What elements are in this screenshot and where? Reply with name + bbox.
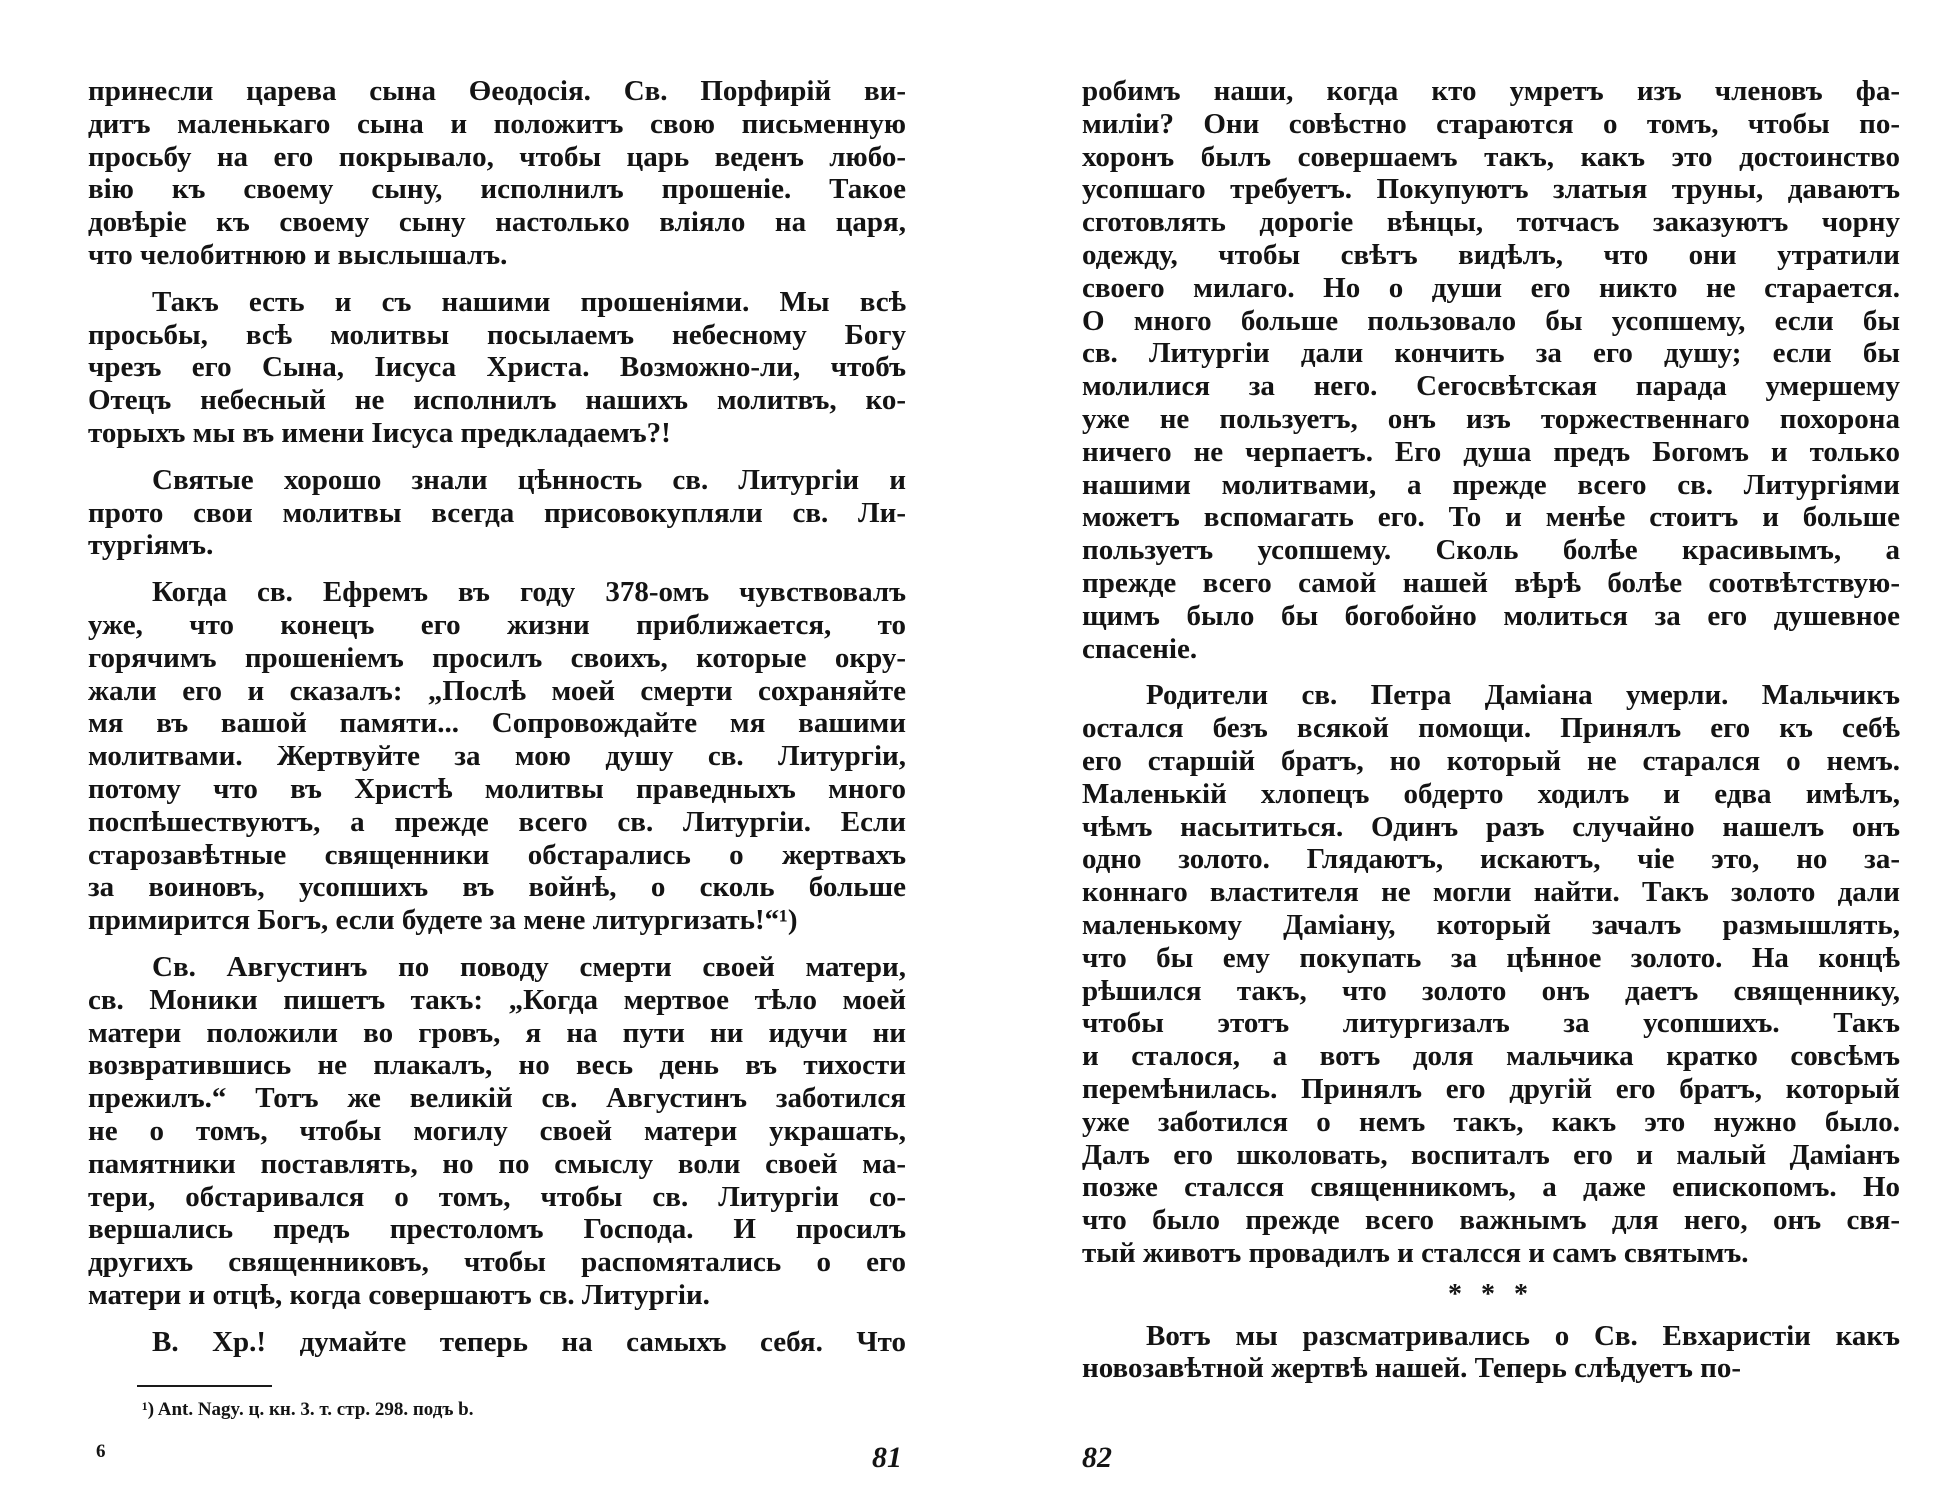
text-line: Такъ есть и съ нашими прошеніями. Мы всѣ [152, 285, 906, 318]
text-line: торыхъ мы въ имени Іисуса предкладаемъ?! [88, 416, 671, 449]
paragraph-gap [88, 272, 906, 286]
text-line: нашими молитвами, а прежде всего св. Литургіями [1082, 468, 1900, 501]
text-line: одно золото. Глядаютъ, искаютъ, чіе это, но за- [1082, 843, 1900, 876]
text-line: Святые хорошо знали цѣнность св. Литургіи и [152, 463, 906, 496]
text-line: уже, что конецъ его жизни приближается, то [88, 608, 906, 641]
left-page-text [88, 75, 906, 1358]
page-number-right: 82 [1082, 1441, 1112, 1474]
text-line: маленькому Даміану, который зачалъ размышлять, [1082, 908, 1900, 941]
text-line: старозавѣтные священники обстарались о жертвахъ [88, 838, 906, 871]
text-line: потому что въ Христѣ молитвы праведныхъ много [88, 772, 906, 805]
text-line: просьбу на его покрывало, чтобы царь веденъ любо- [88, 140, 906, 173]
text-line: усопшаго требуетъ. Покупуютъ златыя труны, даваютъ [1082, 173, 1900, 206]
text-line: что было прежде всего важнымъ для него, онъ свя- [1082, 1204, 1900, 1237]
text-line: новозавѣтной жертвѣ нашей. Теперь слѣдуетъ по- [1082, 1352, 1742, 1385]
text-line: матери положили во гровъ, я на пути ни идучи ни [88, 1016, 906, 1049]
footnote: ¹) Ant. Nagy. ц. кн. 3. т. стр. 298. подъ b. [142, 1399, 474, 1420]
text-line: хоронъ былъ совершаемъ такъ, какъ это достоинство [1082, 140, 1900, 173]
text-line: рѣшился такъ, что золото онъ даетъ священнику, [1082, 974, 1900, 1007]
text-line: О много больше пользовало бы усопшему, если бы [1082, 304, 1900, 337]
footnote-rule [137, 1385, 272, 1387]
text-line: что бы ему покупать за цѣнное золото. На концѣ [1082, 941, 1900, 974]
paragraph-gap [1082, 665, 1900, 679]
text-line: чтобы этотъ литургизалъ за усопшихъ. Такъ [1082, 1007, 1900, 1040]
text-line: своего милаго. Но о души его никто не старается. [1082, 271, 1900, 304]
text-line: Родители св. Петра Даміана умерли. Мальчикъ [1146, 679, 1900, 712]
text-line: чѣмъ насытиться. Одинъ разъ случайно нашелъ онъ [1082, 810, 1900, 843]
text-line: вію къ своему сыну, исполнилъ прошеніе. Такое [88, 173, 906, 206]
text-line: можетъ вспомагать его. То и менѣе стоитъ и больше [1082, 501, 1900, 534]
text-line: робимъ наши, когда кто умретъ изъ членовъ фа- [1082, 75, 1900, 107]
text-line: возвратившись не плакалъ, но весь день въ тихости [88, 1049, 906, 1082]
left-page [88, 75, 906, 1475]
text-line: св. Литургіи дали кончить за его душу; если бы [1082, 337, 1900, 370]
text-line: позже сталсся священникомъ, а даже епископомъ. Но [1082, 1171, 1900, 1204]
paragraph-gap [88, 562, 906, 576]
text-line: памятники поставлять, но по смыслу воли своей ма- [88, 1147, 906, 1180]
text-line: другихъ священниковъ, чтобы распомятались о его [88, 1246, 906, 1279]
text-line: спасеніе. [1082, 632, 1198, 665]
text-line: коннаго властителя не могли найти. Такъ золото дали [1082, 876, 1900, 909]
paragraph-gap [88, 937, 906, 951]
text-line: молитвами. Жертвуйте за мою душу св. Литургіи, [88, 740, 906, 773]
text-line: Маленькій хлопецъ обдерто ходилъ и едва имѣлъ, [1082, 777, 1900, 810]
text-line: прежилъ.“ Тотъ же великій св. Августинъ заботился [88, 1082, 906, 1115]
text-line: перемѣнилась. Принялъ его другій его братъ, который [1082, 1072, 1900, 1105]
text-line: остался безъ всякой помощи. Принялъ его къ себѣ [1082, 712, 1900, 745]
text-line: Отецъ небесный не исполнилъ нашихъ молитвъ, ко- [88, 384, 906, 417]
text-line: сготовлять дорогіе вѣнцы, тотчасъ заказуютъ чорну [1082, 206, 1900, 239]
text-line: мя въ вашой памяти... Сопровождайте мя вашими [88, 707, 906, 740]
text-line: В. Хр.! думайте теперь на самыхъ себя. Что [152, 1325, 906, 1358]
text-line: Св. Августинъ по поводу смерти своей матери, [152, 950, 906, 983]
page-number-left: 81 [872, 1441, 902, 1474]
text-line: св. Моники пишетъ такъ: „Когда мертвое тѣло моей [88, 983, 906, 1016]
paragraph-gap [88, 450, 906, 464]
text-line: жали его и сказалъ: „Послѣ моей смерти сохраняйте [88, 674, 906, 707]
text-line: за воиновъ, усопшихъ въ войнѣ, о сколь больше [88, 871, 906, 904]
text-line: просьбы, всѣ молитвы посылаемъ небесному Богу [88, 318, 906, 351]
text-line: матери и отцѣ, когда совершаютъ св. Литургіи. [88, 1278, 710, 1311]
text-line: миліи? Они совѣстно стараются о томъ, чтобы по- [1082, 107, 1900, 140]
text-line: прото свои молитвы всегда присовокупляли св. Ли- [88, 496, 906, 529]
text-line: одежду, чтобы свѣтъ видѣлъ, что они утратили [1082, 238, 1900, 271]
signature-mark: 6 [96, 1441, 106, 1462]
text-line: тургіямъ. [88, 529, 214, 562]
text-line: пользуетъ усопшему. Сколь болѣе красивымъ, а [1082, 534, 1900, 567]
text-line: Когда св. Ефремъ въ году 378-омъ чувствовалъ [152, 576, 906, 609]
section-asterism: * * * [1448, 1278, 1534, 1310]
text-line: и сталося, а вотъ доля мальчика кратко совсѣмъ [1082, 1040, 1900, 1073]
text-line: чрезъ его Сына, Іисуса Христа. Возможно-ли, чтобъ [88, 351, 906, 384]
text-line: Вотъ мы разсматривались о Св. Евхаристіи какъ [1146, 1319, 1900, 1352]
text-line: тери, обстаривался о томъ, чтобы св. Литургіи со- [88, 1180, 906, 1213]
text-line: Далъ его школовать, воспиталъ его и малый Даміанъ [1082, 1138, 1900, 1171]
text-line: прежде всего самой нашей вѣрѣ болѣе соотвѣтствую- [1082, 566, 1900, 599]
right-page [1082, 75, 1900, 1475]
right-page-text [1082, 75, 1900, 1385]
text-line: довѣріе къ своему сыну настолько вліяло на царя, [88, 206, 906, 239]
text-line: вершались предъ престоломъ Господа. И просилъ [88, 1213, 906, 1246]
paragraph-gap [88, 1312, 906, 1326]
text-line: молилися за него. Сегосвѣтская парада умершему [1082, 370, 1900, 403]
text-line: уже не пользуетъ, онъ изъ торжественнаго похорона [1082, 402, 1900, 435]
text-line: дитъ маленькаго сына и положитъ свою письменную [88, 107, 906, 140]
text-line: его старшій братъ, но который не старался о немъ. [1082, 744, 1900, 777]
text-line: горячимъ прошеніемъ просилъ своихъ, которые окру- [88, 641, 906, 674]
text-line: примирится Богъ, если будете за мене литургизать!“¹) [88, 904, 798, 937]
text-line: щимъ было бы богобойно молиться за его душевное [1082, 599, 1900, 632]
text-line: поспѣшествуютъ, а прежде всего св. Литургіи. Если [88, 805, 906, 838]
text-line: не о томъ, чтобы могилу своей матери украшать, [88, 1114, 906, 1147]
text-line: уже заботился о немъ такъ, какъ это нужно было. [1082, 1105, 1900, 1138]
text-line: что челобитнюю и выслышалъ. [88, 238, 508, 271]
text-line: тый животъ провадилъ и сталсся и самъ святымъ. [1082, 1236, 1749, 1269]
text-line: ничего не черпаетъ. Его душа предъ Богомъ и только [1082, 435, 1900, 468]
text-line: принесли царева сына Өеодосія. Св. Порфирій ви- [88, 75, 906, 107]
